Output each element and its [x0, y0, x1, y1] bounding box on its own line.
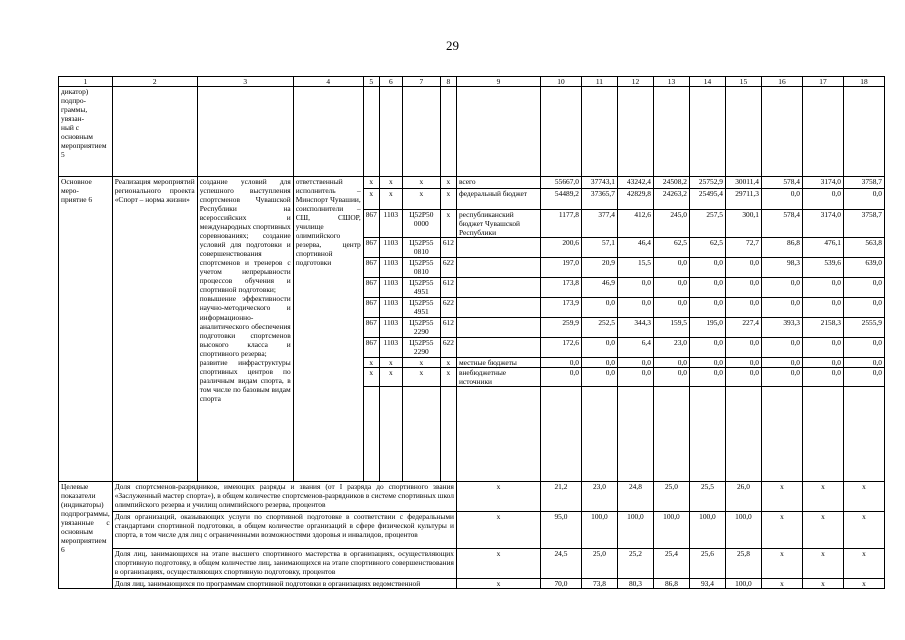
funding-source-cell [456, 238, 540, 258]
empty-cell [843, 387, 884, 482]
target-value-cell: x [761, 512, 802, 549]
value-cell: 0,0 [843, 368, 884, 387]
code-cell: 1103 [379, 338, 402, 358]
budget-table [58, 76, 885, 589]
value-cell: 159,5 [653, 318, 689, 338]
code-cell: x [363, 177, 379, 189]
value-cell: 0,0 [617, 358, 653, 368]
value-cell: 0,0 [689, 368, 725, 387]
code-cell: x [379, 358, 402, 368]
value-cell: 0,0 [653, 298, 689, 318]
value-cell: 0,0 [581, 368, 617, 387]
value-cell: 0,0 [653, 368, 689, 387]
header-cell: 15 [725, 77, 761, 87]
value-cell: 37743,1 [581, 177, 617, 189]
code-cell: x [363, 358, 379, 368]
empty-cell [540, 87, 581, 177]
target-value-cell: 25,6 [689, 549, 725, 579]
value-cell: 0,0 [725, 358, 761, 368]
value-cell: 3758,7 [843, 210, 884, 238]
header-cell: 11 [581, 77, 617, 87]
empty-cell [653, 387, 689, 482]
empty-cell [761, 87, 802, 177]
value-cell: 0,0 [843, 298, 884, 318]
funding-source-cell [456, 278, 540, 298]
target-row [59, 482, 885, 512]
target-marker-cell: x [456, 579, 540, 589]
header-cell: 18 [843, 77, 884, 87]
target-text-cell: Доля лиц, занимающихся на этапе высшего спортивного мастерства в организациях, осуществляющих спортивную подготовку, в общем количестве лиц, занимающихся на этапе спортивного совершенствования в организациях, осуществляющих спортивную подготовку, процентов [112, 549, 456, 579]
value-cell: 0,0 [725, 368, 761, 387]
target-value-cell: 25,0 [653, 482, 689, 512]
target-marker-cell: x [456, 549, 540, 579]
value-cell: 37365,7 [581, 189, 617, 210]
code-cell: Ц52Р50 0000 [402, 210, 440, 238]
value-cell: 0,0 [653, 278, 689, 298]
code-cell: x [440, 189, 456, 210]
value-cell: 563,8 [843, 238, 884, 258]
code-cell: Ц52Р55 2290 [402, 338, 440, 358]
target-value-cell: 100,0 [653, 512, 689, 549]
target-value-cell: 25,5 [689, 482, 725, 512]
value-cell: 0,0 [725, 338, 761, 358]
code-cell: 612 [440, 238, 456, 258]
empty-cell [617, 387, 653, 482]
header-cell: 16 [761, 77, 802, 87]
value-cell: 0,0 [617, 298, 653, 318]
code-cell: x [402, 189, 440, 210]
value-cell: 0,0 [540, 368, 581, 387]
value-cell: 72,7 [725, 238, 761, 258]
value-cell: 0,0 [689, 278, 725, 298]
value-cell: 197,0 [540, 258, 581, 278]
value-cell: 227,4 [725, 318, 761, 338]
value-cell: 46,4 [617, 238, 653, 258]
header-cell: 9 [456, 77, 540, 87]
value-cell: 0,0 [761, 358, 802, 368]
value-cell: 377,4 [581, 210, 617, 238]
code-cell: x [402, 358, 440, 368]
value-cell: 0,0 [802, 278, 843, 298]
code-cell: 867 [363, 318, 379, 338]
value-cell: 54489,2 [540, 189, 581, 210]
target-value-cell: 95,0 [540, 512, 581, 549]
funding-row [59, 177, 885, 189]
code-cell: x [440, 368, 456, 387]
value-cell: 62,5 [653, 238, 689, 258]
empty-cell [689, 387, 725, 482]
empty-cell [379, 87, 402, 177]
value-cell: 0,0 [761, 278, 802, 298]
header-cell: 17 [802, 77, 843, 87]
empty-cell [653, 87, 689, 177]
value-cell: 30011,4 [725, 177, 761, 189]
empty-cell [402, 87, 440, 177]
code-cell: 1103 [379, 210, 402, 238]
value-cell: 43242,4 [617, 177, 653, 189]
empty-cell [581, 387, 617, 482]
empty-cell [540, 387, 581, 482]
value-cell: 3174,0 [802, 210, 843, 238]
code-cell: 622 [440, 258, 456, 278]
value-cell: 86,8 [761, 238, 802, 258]
target-value-cell: x [843, 482, 884, 512]
empty-cell [617, 87, 653, 177]
code-cell: 612 [440, 278, 456, 298]
target-row [59, 579, 885, 589]
value-cell: 0,0 [540, 358, 581, 368]
value-cell: 3758,7 [843, 177, 884, 189]
empty-cell [581, 87, 617, 177]
value-cell: 639,0 [843, 258, 884, 278]
value-cell: 46,9 [581, 278, 617, 298]
header-cell: 13 [653, 77, 689, 87]
continuation-row [59, 87, 885, 177]
target-value-cell: x [802, 512, 843, 549]
target-value-cell: x [802, 549, 843, 579]
empty-cell [456, 387, 540, 482]
code-cell: Ц52Р55 4951 [402, 278, 440, 298]
empty-cell [197, 87, 293, 177]
target-row [59, 549, 885, 579]
value-cell: 0,0 [802, 338, 843, 358]
value-cell: 0,0 [802, 368, 843, 387]
value-cell: 0,0 [843, 338, 884, 358]
value-cell: 0,0 [689, 338, 725, 358]
target-value-cell: 26,0 [725, 482, 761, 512]
code-cell: 1103 [379, 298, 402, 318]
header-cell: 5 [363, 77, 379, 87]
empty-cell [440, 87, 456, 177]
funding-source-cell [456, 338, 540, 358]
target-value-cell: x [843, 549, 884, 579]
target-value-cell: 80,3 [617, 579, 653, 589]
target-value-cell: x [843, 579, 884, 589]
target-value-cell: x [843, 512, 884, 549]
header-cell: 12 [617, 77, 653, 87]
value-cell: 55667,0 [540, 177, 581, 189]
value-cell: 172,6 [540, 338, 581, 358]
target-value-cell: 93,4 [689, 579, 725, 589]
value-cell: 62,5 [689, 238, 725, 258]
value-cell: 0,0 [802, 298, 843, 318]
target-value-cell: 21,2 [540, 482, 581, 512]
target-row [59, 512, 885, 549]
code-cell: x [440, 358, 456, 368]
value-cell: 0,0 [581, 298, 617, 318]
value-cell: 0,0 [725, 298, 761, 318]
code-cell: 1103 [379, 318, 402, 338]
empty-cell [402, 387, 440, 482]
code-cell: x [440, 210, 456, 238]
empty-cell [363, 387, 379, 482]
empty-cell [112, 87, 197, 177]
value-cell: 344,3 [617, 318, 653, 338]
target-value-cell: 25,2 [617, 549, 653, 579]
target-value-cell: 23,0 [581, 482, 617, 512]
code-cell: 867 [363, 238, 379, 258]
target-text-cell: Доля спортсменов-разрядников, имеющих разряды и звания (от I разряда до спортивного звания «Заслуженный мастер спорта»), в общем количестве спортсменов-разрядников в системе спортивных школ олимпийского резерва и училищ олимпийского резерва, процентов [112, 482, 456, 512]
target-value-cell: 100,0 [617, 512, 653, 549]
empty-cell [456, 87, 540, 177]
value-cell: 1177,8 [540, 210, 581, 238]
code-cell: 622 [440, 338, 456, 358]
target-value-cell: 25,8 [725, 549, 761, 579]
value-cell: 6,4 [617, 338, 653, 358]
empty-cell [363, 87, 379, 177]
code-cell: Ц52Р55 0810 [402, 238, 440, 258]
code-cell: 622 [440, 298, 456, 318]
target-value-cell: x [761, 482, 802, 512]
value-cell: 0,0 [617, 368, 653, 387]
value-cell: 0,0 [802, 189, 843, 210]
value-cell: 0,0 [725, 258, 761, 278]
funding-source-cell: местные бюджеты [456, 358, 540, 368]
target-text-cell: Доля организаций, оказывающих услуги по спортивной подготовке в соответствии с федеральными стандартами спортивной подготовки, в общем количестве организаций в сфере физической культуры и спорта, в том числе для лиц с ограниченными возможностями здоровья и инвалидов, процентов [112, 512, 456, 549]
target-value-cell: 100,0 [689, 512, 725, 549]
funding-source-cell [456, 298, 540, 318]
funding-source-cell: федеральный бюджет [456, 189, 540, 210]
header-cell: 10 [540, 77, 581, 87]
value-cell: 393,3 [761, 318, 802, 338]
header-cell: 2 [112, 77, 197, 87]
value-cell: 0,0 [802, 358, 843, 368]
code-cell: Ц52Р55 0810 [402, 258, 440, 278]
value-cell: 245,0 [653, 210, 689, 238]
value-cell: 173,8 [540, 278, 581, 298]
code-cell: x [402, 368, 440, 387]
target-value-cell: 100,0 [581, 512, 617, 549]
target-value-cell: 100,0 [725, 512, 761, 549]
code-cell: x [402, 177, 440, 189]
value-cell: 2158,3 [802, 318, 843, 338]
target-value-cell: x [802, 482, 843, 512]
value-cell: 195,0 [689, 318, 725, 338]
value-cell: 539,6 [802, 258, 843, 278]
value-cell: 578,4 [761, 177, 802, 189]
event-title-cell: Основное меро- приятие 6 [59, 177, 113, 482]
value-cell: 0,0 [843, 358, 884, 368]
code-cell: 867 [363, 338, 379, 358]
empty-cell [689, 87, 725, 177]
header-cell: 8 [440, 77, 456, 87]
code-cell: Ц52Р55 2290 [402, 318, 440, 338]
value-cell: 259,9 [540, 318, 581, 338]
value-cell: 0,0 [581, 358, 617, 368]
target-value-cell: 100,0 [725, 579, 761, 589]
value-cell: 0,0 [689, 358, 725, 368]
value-cell: 25495,4 [689, 189, 725, 210]
header-row [59, 77, 885, 87]
value-cell: 29711,3 [725, 189, 761, 210]
funding-source-cell: республиканский бюджет Чувашской Республики [456, 210, 540, 238]
value-cell: 476,1 [802, 238, 843, 258]
code-cell: x [379, 189, 402, 210]
empty-cell [440, 387, 456, 482]
value-cell: 0,0 [761, 298, 802, 318]
table-body [59, 77, 885, 589]
value-cell: 24263,2 [653, 189, 689, 210]
header-cell: 6 [379, 77, 402, 87]
code-cell: x [363, 368, 379, 387]
header-cell: 1 [59, 77, 113, 87]
value-cell: 0,0 [617, 278, 653, 298]
target-value-cell: 86,8 [653, 579, 689, 589]
target-value-cell: 24,8 [617, 482, 653, 512]
empty-cell [802, 387, 843, 482]
value-cell: 0,0 [843, 189, 884, 210]
header-cell: 4 [293, 77, 363, 87]
page-number: 29 [446, 38, 459, 53]
code-cell: 867 [363, 258, 379, 278]
empty-cell [293, 87, 363, 177]
funding-source-cell: всего [456, 177, 540, 189]
empty-cell [725, 387, 761, 482]
target-value-cell: 70,0 [540, 579, 581, 589]
value-cell: 24508,2 [653, 177, 689, 189]
code-cell: 867 [363, 210, 379, 238]
target-value-cell: 24,5 [540, 549, 581, 579]
target-text-cell: Доля лиц, занимающихся по программам спортивной подготовки в организациях ведомственной [112, 579, 456, 589]
header-cell: 14 [689, 77, 725, 87]
value-cell: 0,0 [761, 189, 802, 210]
value-cell: 412,6 [617, 210, 653, 238]
code-cell: x [440, 177, 456, 189]
value-cell: 578,4 [761, 210, 802, 238]
target-value-cell: 25,0 [581, 549, 617, 579]
value-cell: 20,9 [581, 258, 617, 278]
funding-source-cell [456, 258, 540, 278]
value-cell: 0,0 [761, 338, 802, 358]
code-cell: x [379, 368, 402, 387]
code-cell: 867 [363, 278, 379, 298]
event-tasks-cell: создание условий для успешного выступления спортсменов Чувашской Республики на всероссийских и международных спортивных соревнованиях; создание условий для подготовки и совершенствования спортсменов и тренеров с учетом непрерывности процессов обучения и спортивной подготовки; повышение эффективности научно-методического и информационно-аналитического обеспечения подготовки спортсменов высокого класса и спортивного резерва; развитие инфраструктуры спортивных центров по различным видам спорта, в том числе по базовым видам спорта [197, 177, 293, 482]
event-description-cell: Реализация мероприятий регионального проекта «Спорт – норма жизни» [112, 177, 197, 482]
empty-cell [802, 87, 843, 177]
target-value-cell: x [761, 579, 802, 589]
code-cell: 867 [363, 298, 379, 318]
value-cell: 0,0 [725, 278, 761, 298]
code-cell: x [379, 177, 402, 189]
value-cell: 252,5 [581, 318, 617, 338]
code-cell: 1103 [379, 238, 402, 258]
funding-source-cell [456, 318, 540, 338]
value-cell: 257,5 [689, 210, 725, 238]
target-marker-cell: x [456, 482, 540, 512]
empty-cell [379, 387, 402, 482]
code-cell: Ц52Р55 4951 [402, 298, 440, 318]
code-cell: x [363, 189, 379, 210]
code-cell: 1103 [379, 258, 402, 278]
target-value-cell: x [802, 579, 843, 589]
value-cell: 98,3 [761, 258, 802, 278]
value-cell: 0,0 [689, 258, 725, 278]
value-cell: 0,0 [581, 338, 617, 358]
funding-source-cell: внебюджетные источники [456, 368, 540, 387]
target-value-cell: 25,4 [653, 549, 689, 579]
value-cell: 15,5 [617, 258, 653, 278]
header-cell: 3 [197, 77, 293, 87]
value-cell: 0,0 [761, 368, 802, 387]
code-cell: 1103 [379, 278, 402, 298]
value-cell: 0,0 [843, 278, 884, 298]
value-cell: 23,0 [653, 338, 689, 358]
value-cell: 3174,0 [802, 177, 843, 189]
empty-cell [725, 87, 761, 177]
value-cell: 300,1 [725, 210, 761, 238]
value-cell: 2555,9 [843, 318, 884, 338]
value-cell: 0,0 [689, 298, 725, 318]
value-cell: 42829,8 [617, 189, 653, 210]
value-cell: 0,0 [653, 358, 689, 368]
value-cell: 200,6 [540, 238, 581, 258]
header-cell: 7 [402, 77, 440, 87]
value-cell: 25752,9 [689, 177, 725, 189]
value-cell: 57,1 [581, 238, 617, 258]
value-cell: 173,9 [540, 298, 581, 318]
target-marker-cell: x [456, 512, 540, 549]
code-cell: 612 [440, 318, 456, 338]
target-value-cell: x [761, 549, 802, 579]
empty-cell [843, 87, 884, 177]
value-cell: 0,0 [653, 258, 689, 278]
target-value-cell: 73,8 [581, 579, 617, 589]
continuation-indicator-cell: дикатор) подпро- граммы, увязан- ный с основным мероприятием 5 [59, 87, 113, 177]
event-executor-cell: ответственный исполнитель – Минспорт Чувашии, соисполнители – СШ, СШОР, училище олимпийского резерва, центр спортивной подготовки [293, 177, 363, 482]
targets-title-cell: Целевые показатели (индикаторы) подпрограммы, увязанные с основным мероприятием 6 [59, 482, 113, 589]
empty-cell [761, 387, 802, 482]
